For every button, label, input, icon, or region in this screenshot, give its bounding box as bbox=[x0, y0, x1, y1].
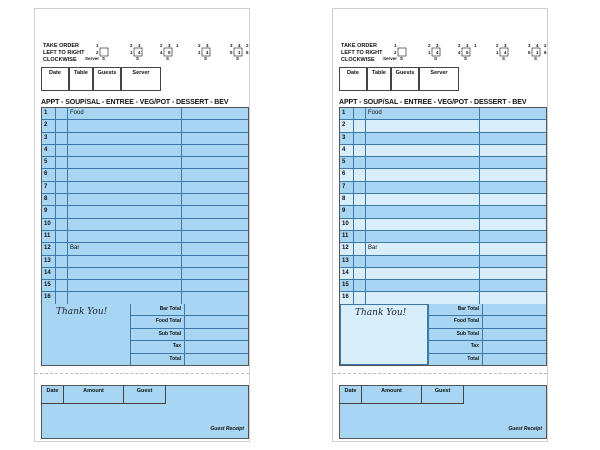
price-cell[interactable] bbox=[182, 145, 248, 156]
item-cell[interactable] bbox=[68, 169, 182, 180]
order-line[interactable] bbox=[340, 219, 546, 231]
guests-box[interactable]: Guests bbox=[391, 67, 419, 91]
seat-number: 2 bbox=[394, 50, 397, 55]
line-number: 12 bbox=[42, 243, 56, 254]
table-icon bbox=[398, 48, 406, 56]
line-number: 9 bbox=[340, 206, 354, 217]
order-line[interactable] bbox=[340, 206, 546, 218]
receipt-amount[interactable]: Amount bbox=[362, 386, 422, 404]
seat-cell[interactable] bbox=[56, 182, 68, 193]
item-cell[interactable] bbox=[366, 182, 480, 193]
seat-number: 2 bbox=[130, 43, 133, 48]
table-seat-diagram bbox=[525, 43, 547, 63]
line-number: 10 bbox=[42, 219, 56, 230]
table-box[interactable]: Table bbox=[367, 67, 391, 91]
table-seat-diagram bbox=[383, 43, 413, 63]
table-seat-diagram bbox=[227, 43, 249, 63]
order-line[interactable] bbox=[42, 169, 248, 181]
seat-cell[interactable] bbox=[56, 231, 68, 242]
line-number: 15 bbox=[340, 280, 354, 291]
server-box[interactable]: Server bbox=[121, 67, 161, 91]
guest-receipt-stub bbox=[339, 385, 547, 439]
order-line[interactable] bbox=[340, 157, 546, 169]
guests-box[interactable]: Guests bbox=[93, 67, 121, 91]
seat-cell[interactable] bbox=[56, 157, 68, 168]
price-cell[interactable] bbox=[182, 231, 248, 242]
price-cell[interactable] bbox=[182, 256, 248, 267]
total-label: Tax bbox=[429, 341, 482, 353]
order-line[interactable] bbox=[42, 120, 248, 132]
total-value[interactable] bbox=[185, 354, 248, 366]
line-number: 14 bbox=[42, 268, 56, 279]
price-cell[interactable] bbox=[480, 169, 546, 180]
item-cell[interactable] bbox=[366, 157, 480, 168]
perforation-line bbox=[333, 373, 547, 374]
seat-cell[interactable] bbox=[354, 219, 366, 230]
seat-number: 1 bbox=[394, 43, 397, 48]
price-cell[interactable] bbox=[182, 120, 248, 131]
line-number: 7 bbox=[340, 182, 354, 193]
server-box[interactable]: Server bbox=[419, 67, 459, 91]
price-cell[interactable] bbox=[182, 206, 248, 217]
seat-number: 3 bbox=[466, 43, 469, 48]
seat-number: 2 bbox=[458, 43, 461, 48]
line-number: 2 bbox=[42, 120, 56, 131]
item-cell[interactable] bbox=[68, 120, 182, 131]
guest-receipt-stub bbox=[41, 385, 249, 439]
price-cell[interactable] bbox=[480, 219, 546, 230]
price-cell[interactable] bbox=[480, 206, 546, 217]
seat-cell[interactable] bbox=[56, 133, 68, 144]
item-cell[interactable] bbox=[68, 231, 182, 242]
price-cell[interactable] bbox=[480, 157, 546, 168]
table-seat-diagram bbox=[157, 43, 179, 63]
seat-number: 6 bbox=[544, 50, 547, 55]
seat-number: 2 bbox=[246, 43, 249, 48]
totals-values bbox=[482, 304, 546, 365]
seat-number: 1 bbox=[176, 43, 179, 48]
seat-number: 1 bbox=[130, 50, 133, 55]
item-cell[interactable] bbox=[68, 145, 182, 156]
item-cell[interactable] bbox=[366, 219, 480, 230]
order-line[interactable] bbox=[340, 182, 546, 194]
price-cell[interactable] bbox=[480, 120, 546, 131]
seat-number: 1 bbox=[536, 50, 539, 55]
totals-labels bbox=[130, 304, 184, 365]
price-cell[interactable] bbox=[182, 133, 248, 144]
header-line: LEFT TO RIGHT bbox=[43, 50, 85, 56]
header-line: CLOCKWISE bbox=[341, 57, 375, 63]
seat-number: 2 bbox=[198, 43, 201, 48]
table-seat-diagram bbox=[127, 43, 149, 63]
line-number: 10 bbox=[340, 219, 354, 230]
header-line: CLOCKWISE bbox=[43, 57, 77, 63]
item-cell[interactable] bbox=[68, 280, 182, 291]
order-line[interactable] bbox=[340, 194, 546, 206]
seat-cell[interactable] bbox=[354, 182, 366, 193]
seat-number: S bbox=[502, 56, 506, 61]
seat-cell[interactable] bbox=[354, 256, 366, 267]
table-seat-diagram bbox=[85, 43, 115, 63]
totals-section bbox=[339, 304, 547, 366]
price-cell[interactable] bbox=[182, 268, 248, 279]
seat-number: 4 bbox=[206, 50, 209, 55]
seat-cell[interactable] bbox=[354, 231, 366, 242]
item-cell[interactable] bbox=[366, 268, 480, 279]
line-number: 13 bbox=[42, 256, 56, 267]
seat-number: S bbox=[434, 56, 438, 61]
price-cell[interactable] bbox=[182, 243, 248, 254]
price-cell[interactable] bbox=[480, 256, 546, 267]
item-cell[interactable] bbox=[366, 133, 480, 144]
server-label: Server bbox=[383, 56, 398, 61]
seat-number: 3 bbox=[504, 43, 507, 48]
seat-number: 6 bbox=[246, 50, 249, 55]
seat-cell[interactable] bbox=[56, 292, 68, 304]
price-cell[interactable] bbox=[480, 231, 546, 242]
seat-number: 3 bbox=[230, 43, 233, 48]
seat-number: 3 bbox=[528, 43, 531, 48]
price-cell[interactable] bbox=[182, 194, 248, 205]
seat-number: S bbox=[534, 56, 538, 61]
total-value[interactable] bbox=[483, 354, 546, 366]
order-line[interactable] bbox=[42, 206, 248, 218]
order-line[interactable] bbox=[340, 145, 546, 157]
item-cell[interactable]: Bar bbox=[68, 243, 182, 254]
total-label: Food Total bbox=[131, 316, 184, 328]
seat-number: 5 bbox=[168, 50, 171, 55]
seat-number: 3 bbox=[168, 43, 171, 48]
order-line[interactable] bbox=[42, 231, 248, 243]
course-columns-header: APPT - SOUP/SAL - ENTREE - VEG/POT - DESSERT - BEV bbox=[339, 99, 527, 106]
item-cell[interactable] bbox=[68, 206, 182, 217]
price-cell[interactable] bbox=[480, 243, 546, 254]
seat-cell[interactable] bbox=[56, 243, 68, 254]
seat-number: S bbox=[400, 56, 404, 61]
header-line: LEFT TO RIGHT bbox=[341, 50, 383, 56]
course-columns-header: APPT - SOUP/SAL - ENTREE - VEG/POT - DESSERT - BEV bbox=[41, 99, 229, 106]
item-cell[interactable] bbox=[366, 231, 480, 242]
order-line[interactable] bbox=[42, 157, 248, 169]
line-number: 8 bbox=[340, 194, 354, 205]
seat-number: 4 bbox=[238, 43, 241, 48]
date-box[interactable]: Date bbox=[41, 67, 69, 91]
item-cell[interactable] bbox=[366, 120, 480, 131]
order-line[interactable] bbox=[42, 182, 248, 194]
order-line[interactable] bbox=[42, 108, 248, 120]
price-cell[interactable] bbox=[480, 292, 546, 304]
price-cell[interactable] bbox=[480, 108, 546, 119]
total-value[interactable] bbox=[483, 304, 546, 316]
price-cell[interactable] bbox=[480, 268, 546, 279]
total-value[interactable] bbox=[483, 341, 546, 353]
perforation-line bbox=[35, 373, 249, 374]
line-number: 1 bbox=[42, 108, 56, 119]
line-number: 6 bbox=[340, 169, 354, 180]
line-number: 9 bbox=[42, 206, 56, 217]
total-value[interactable] bbox=[483, 329, 546, 341]
price-cell[interactable] bbox=[182, 169, 248, 180]
item-cell[interactable] bbox=[366, 206, 480, 217]
price-cell[interactable] bbox=[480, 145, 546, 156]
item-cell[interactable] bbox=[68, 256, 182, 267]
order-line[interactable] bbox=[42, 145, 248, 157]
seat-cell[interactable] bbox=[56, 169, 68, 180]
seat-cell[interactable] bbox=[354, 120, 366, 131]
seat-number: 1 bbox=[496, 50, 499, 55]
total-label: Bar Total bbox=[131, 304, 184, 316]
line-number: 5 bbox=[340, 157, 354, 168]
line-number: 12 bbox=[340, 243, 354, 254]
seat-cell[interactable] bbox=[56, 280, 68, 291]
seat-number: 4 bbox=[504, 50, 507, 55]
seat-cell[interactable] bbox=[354, 157, 366, 168]
seat-cell[interactable] bbox=[354, 133, 366, 144]
seat-number: 4 bbox=[436, 50, 439, 55]
order-line[interactable] bbox=[340, 292, 546, 304]
total-value[interactable] bbox=[185, 329, 248, 341]
seat-number: S bbox=[136, 56, 140, 61]
seat-number: S bbox=[204, 56, 208, 61]
price-cell[interactable] bbox=[480, 182, 546, 193]
seat-cell[interactable] bbox=[354, 194, 366, 205]
table-icon bbox=[100, 48, 108, 56]
order-grid bbox=[339, 107, 547, 306]
order-line[interactable] bbox=[340, 108, 546, 120]
order-line[interactable] bbox=[42, 292, 248, 304]
seat-number: 1 bbox=[198, 50, 201, 55]
item-cell[interactable] bbox=[366, 169, 480, 180]
seat-number: 4 bbox=[458, 50, 461, 55]
item-cell[interactable] bbox=[366, 194, 480, 205]
guest-receipt-label: Guest Receipt bbox=[210, 426, 244, 432]
item-cell[interactable] bbox=[68, 219, 182, 230]
order-line[interactable] bbox=[42, 133, 248, 145]
line-number: 11 bbox=[42, 231, 56, 242]
item-cell[interactable] bbox=[68, 268, 182, 279]
order-info-boxes bbox=[41, 67, 161, 91]
order-line[interactable] bbox=[340, 120, 546, 132]
price-cell[interactable] bbox=[182, 292, 248, 304]
seat-number: 3 bbox=[436, 43, 439, 48]
line-number: 4 bbox=[340, 145, 354, 156]
price-cell[interactable] bbox=[182, 157, 248, 168]
totals-section bbox=[41, 304, 249, 366]
line-number: 2 bbox=[340, 120, 354, 131]
seat-number: 2 bbox=[428, 43, 431, 48]
seat-number: 3 bbox=[138, 43, 141, 48]
seat-cell[interactable] bbox=[354, 243, 366, 254]
seat-number: 1 bbox=[96, 43, 99, 48]
order-line[interactable] bbox=[340, 280, 546, 292]
total-value[interactable] bbox=[185, 341, 248, 353]
seat-number: 1 bbox=[474, 43, 477, 48]
seat-number: 5 bbox=[528, 50, 531, 55]
seat-number: 5 bbox=[230, 50, 233, 55]
seat-cell[interactable] bbox=[354, 280, 366, 291]
receipt-amount[interactable]: Amount bbox=[64, 386, 124, 404]
item-cell[interactable] bbox=[366, 292, 480, 304]
total-value[interactable] bbox=[185, 316, 248, 328]
seat-cell[interactable] bbox=[56, 120, 68, 131]
seat-number: S bbox=[166, 56, 170, 61]
line-number: 3 bbox=[42, 133, 56, 144]
item-cell[interactable] bbox=[68, 157, 182, 168]
seat-cell[interactable] bbox=[354, 169, 366, 180]
order-line[interactable] bbox=[42, 219, 248, 231]
seat-cell[interactable] bbox=[56, 268, 68, 279]
seat-cell[interactable] bbox=[56, 256, 68, 267]
table-seat-diagram bbox=[195, 43, 217, 63]
seat-number: 1 bbox=[238, 50, 241, 55]
line-number: 6 bbox=[42, 169, 56, 180]
header-line: TAKE ORDER bbox=[43, 43, 79, 49]
order-line[interactable] bbox=[340, 231, 546, 243]
guest-check-solid bbox=[34, 8, 250, 442]
price-cell[interactable] bbox=[182, 219, 248, 230]
line-number: 3 bbox=[340, 133, 354, 144]
price-cell[interactable] bbox=[182, 280, 248, 291]
line-number: 16 bbox=[340, 292, 354, 304]
seat-number: 4 bbox=[138, 50, 141, 55]
seat-number: S bbox=[464, 56, 468, 61]
item-cell[interactable] bbox=[68, 194, 182, 205]
guest-receipt-label: Guest Receipt bbox=[508, 426, 542, 432]
item-cell[interactable]: Bar bbox=[366, 243, 480, 254]
item-cell[interactable] bbox=[366, 280, 480, 291]
table-seat-diagram bbox=[425, 43, 447, 63]
price-cell[interactable] bbox=[182, 182, 248, 193]
item-cell[interactable]: Food bbox=[68, 108, 182, 119]
seat-number: 2 bbox=[496, 43, 499, 48]
order-line[interactable] bbox=[42, 268, 248, 280]
order-grid bbox=[41, 107, 249, 306]
line-number: 11 bbox=[340, 231, 354, 242]
table-seat-diagram bbox=[493, 43, 515, 63]
seat-cell[interactable] bbox=[354, 268, 366, 279]
thank-you-box bbox=[42, 304, 130, 365]
line-number: 7 bbox=[42, 182, 56, 193]
total-label: Total bbox=[467, 355, 479, 362]
order-line[interactable] bbox=[340, 268, 546, 280]
seat-cell[interactable] bbox=[56, 108, 68, 119]
date-box[interactable]: Date bbox=[339, 67, 367, 91]
line-number: 1 bbox=[340, 108, 354, 119]
price-cell[interactable] bbox=[480, 280, 546, 291]
table-box[interactable]: Table bbox=[69, 67, 93, 91]
seat-cell[interactable] bbox=[56, 194, 68, 205]
price-cell[interactable] bbox=[480, 194, 546, 205]
seat-number: S bbox=[236, 56, 240, 61]
totals-values bbox=[184, 304, 248, 365]
line-number: 13 bbox=[340, 256, 354, 267]
seat-cell[interactable] bbox=[56, 219, 68, 230]
thank-you-text: Thank You! bbox=[355, 308, 407, 318]
total-label: Total bbox=[169, 355, 181, 362]
thank-you-box bbox=[340, 304, 428, 365]
header-line: TAKE ORDER bbox=[341, 43, 377, 49]
total-label: Bar Total bbox=[429, 304, 482, 316]
total-value[interactable] bbox=[483, 316, 546, 328]
total-label: Tax bbox=[131, 341, 184, 353]
seat-cell[interactable] bbox=[354, 145, 366, 156]
seat-number: 4 bbox=[536, 43, 539, 48]
seat-number: 4 bbox=[160, 50, 163, 55]
order-line[interactable] bbox=[42, 280, 248, 292]
line-number: 5 bbox=[42, 157, 56, 168]
seat-number: 2 bbox=[96, 50, 99, 55]
seat-number: 5 bbox=[466, 50, 469, 55]
line-number: 16 bbox=[42, 292, 56, 304]
item-cell[interactable] bbox=[68, 182, 182, 193]
order-line[interactable] bbox=[340, 243, 546, 255]
seat-cell[interactable] bbox=[354, 292, 366, 304]
server-label: Server bbox=[85, 56, 100, 61]
line-number: 15 bbox=[42, 280, 56, 291]
line-number: 14 bbox=[340, 268, 354, 279]
total-value[interactable] bbox=[185, 304, 248, 316]
total-label: Sub Total bbox=[429, 329, 482, 341]
price-cell[interactable] bbox=[480, 133, 546, 144]
receipt-guest[interactable]: Guest bbox=[124, 386, 166, 404]
thank-you-text: Thank You! bbox=[56, 307, 108, 317]
order-line[interactable] bbox=[42, 194, 248, 206]
line-number: 8 bbox=[42, 194, 56, 205]
seat-number: S bbox=[102, 56, 106, 61]
seat-cell[interactable] bbox=[354, 206, 366, 217]
total-label: Sub Total bbox=[131, 329, 184, 341]
order-line[interactable] bbox=[340, 256, 546, 268]
total-label: Food Total bbox=[429, 316, 482, 328]
seat-number: 2 bbox=[544, 43, 547, 48]
seat-number: 3 bbox=[206, 43, 209, 48]
order-line[interactable] bbox=[340, 169, 546, 181]
receipt-date[interactable]: Date bbox=[340, 386, 362, 404]
table-seat-diagram bbox=[455, 43, 477, 63]
seat-cell[interactable] bbox=[56, 145, 68, 156]
item-cell[interactable] bbox=[68, 292, 182, 304]
price-cell[interactable] bbox=[182, 108, 248, 119]
seat-number: 1 bbox=[428, 50, 431, 55]
receipt-date[interactable]: Date bbox=[42, 386, 64, 404]
line-number: 4 bbox=[42, 145, 56, 156]
receipt-guest[interactable]: Guest bbox=[422, 386, 464, 404]
totals-labels bbox=[428, 304, 482, 365]
seat-cell[interactable] bbox=[56, 206, 68, 217]
guest-check-striped bbox=[332, 8, 548, 442]
item-cell[interactable] bbox=[366, 256, 480, 267]
order-line[interactable] bbox=[42, 243, 248, 255]
seat-number: 2 bbox=[160, 43, 163, 48]
item-cell[interactable] bbox=[366, 145, 480, 156]
seat-cell[interactable] bbox=[354, 108, 366, 119]
order-line[interactable] bbox=[42, 256, 248, 268]
item-cell[interactable] bbox=[68, 133, 182, 144]
item-cell[interactable]: Food bbox=[366, 108, 480, 119]
order-line[interactable] bbox=[340, 133, 546, 145]
order-info-boxes bbox=[339, 67, 459, 91]
